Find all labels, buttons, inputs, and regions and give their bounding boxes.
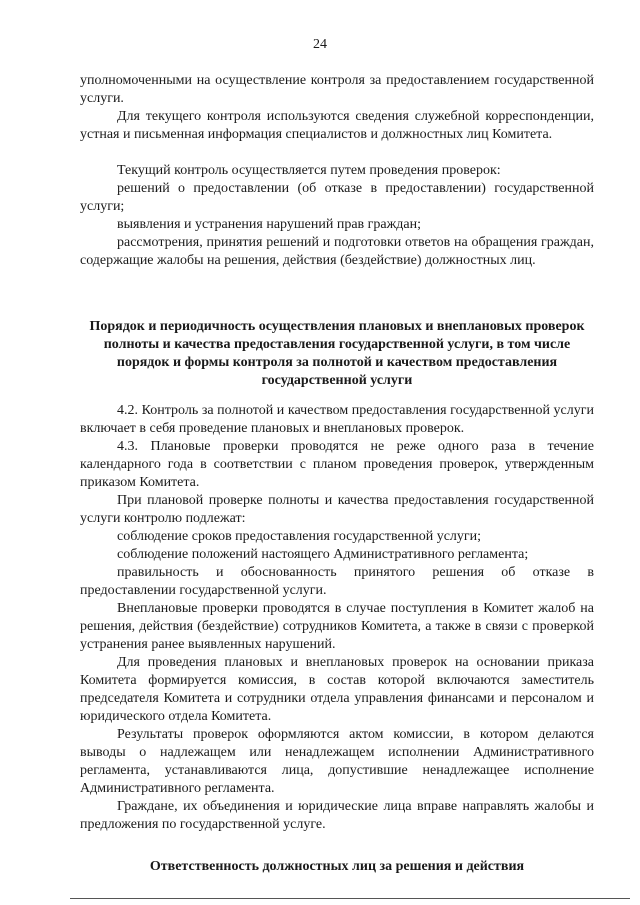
paragraph-commission: Для проведения плановых и внеплановых проверок на основании приказа Комитета формируется комиссия, в состав которой включаются заместитель председателя Комитета и сотрудники отдела управления финансами и персоналом и юридического отдела Комитета. — [80, 655, 594, 724]
footer-divider — [70, 898, 630, 899]
page-number: 24 — [313, 37, 327, 52]
paragraph-correctness: правильность и обоснованность принятого решения об отказе в предоставлении государственной услуги. — [80, 565, 594, 598]
paragraph-citizens: Граждане, их объединения и юридические лица вправе направлять жалобы и предложения по государственной услуге. — [80, 799, 594, 832]
section-heading-inspections: Порядок и периодичность осуществления плановых и внеплановых проверок полноты и качества предоставления государственной услуги, в том числе порядок и формы контроля за полнотой и качеством предоставления государственной услуги — [89, 319, 585, 388]
paragraph-4-3: 4.3. Плановые проверки проводятся не реже одного раза в течение календарного года в соответствии с планом проведения проверок, утвержденным приказом Комитета. — [80, 439, 594, 490]
section-heading-responsibility: Ответственность должностных лиц за решения и действия — [149, 859, 525, 874]
paragraph-4-2: 4.2. Контроль за полнотой и качеством предоставления государственной услуги включает в себя проведение плановых и внеплановых проверок. — [80, 403, 594, 436]
paragraph-appeals: рассмотрения, принятия решений и подготовки ответов на обращения граждан, содержащие жалобы на решения, действия (бездействие) должностных лиц. — [80, 235, 594, 268]
paragraph-violations: выявления и устранения нарушений прав граждан; — [117, 217, 422, 232]
paragraph-deadlines: соблюдение сроков предоставления государственной услуги; — [117, 529, 482, 544]
paragraph-current-control-sources: Для текущего контроля используются сведения служебной корреспонденции, устная и письменная информация специалистов и должностных лиц Комитета. — [80, 109, 594, 142]
paragraph-regulation: соблюдение положений настоящего Административного регламента; — [117, 547, 529, 562]
paragraph-current-control: Текущий контроль осуществляется путем проведения проверок: — [117, 163, 501, 178]
paragraph-decisions: решений о предоставлении (об отказе в предоставлении) государственной услуги; — [80, 181, 594, 214]
paragraph-planned-check: При плановой проверке полноты и качества предоставления государственной услуги контролю подлежат: — [80, 493, 594, 526]
paragraph-authorized: уполномоченными на осуществление контроля за предоставлением государственной услуги. — [80, 73, 594, 106]
paragraph-results: Результаты проверок оформляются актом комиссии, в котором делаются выводы о надлежащем или ненадлежащем исполнении Административного регламента, устанавливаются лица, допустившие ненадлежащее исполнение Административного регламента. — [80, 727, 594, 796]
paragraph-unplanned: Внеплановые проверки проводятся в случае поступления в Комитет жалоб на решения, действия (бездействие) сотрудников Комитета, а также в связи с проверкой устранения ранее выявленных нарушений. — [80, 601, 594, 652]
